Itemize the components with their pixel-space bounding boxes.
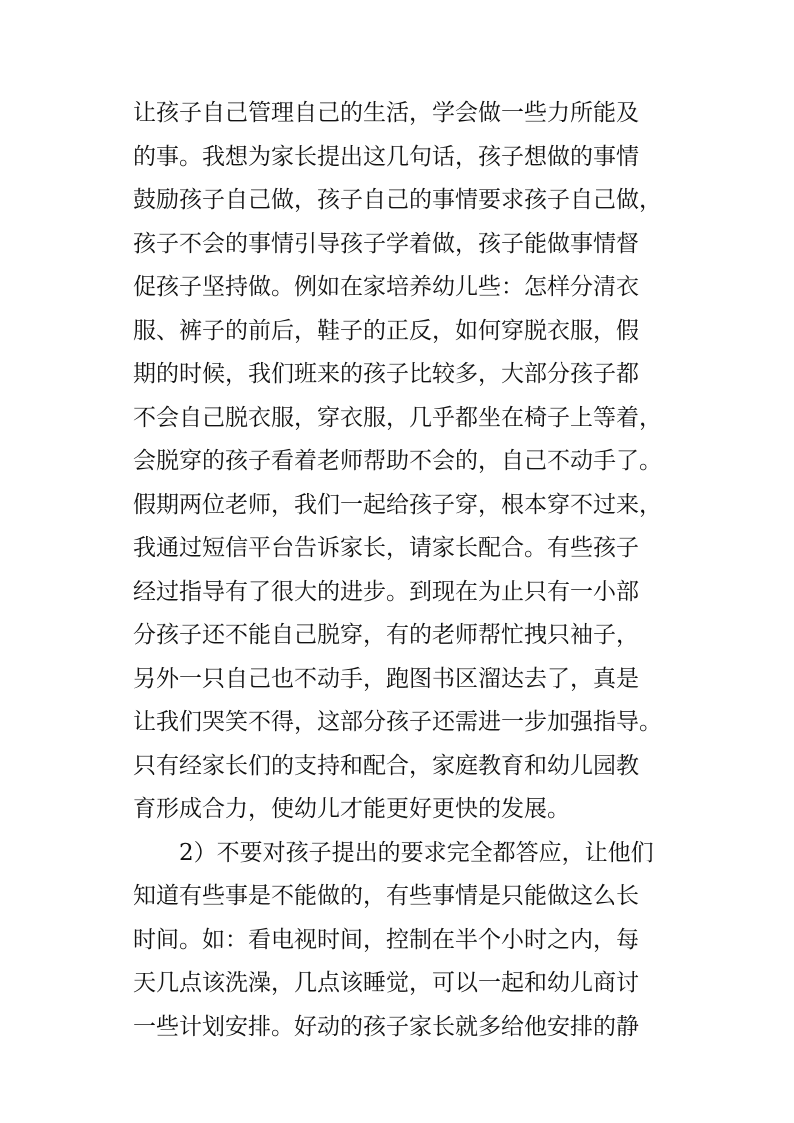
text-line-9: 会脱穿的孩子看着老师帮助不会的，自己不动手了。	[133, 448, 662, 474]
text-line-14: 另外一只自己也不动手，跑图书区溜达去了，真是	[133, 665, 639, 692]
text-line-19: 知道有些事是不能做的，有些事情是只能做这么长	[133, 883, 639, 909]
text-line-11: 我通过短信平台告诉家长，请家长配合。有些孩子	[133, 535, 639, 561]
text-line-21: 天几点该洗澡，几点该睡觉，可以一起和幼儿商讨	[133, 970, 639, 996]
text-line-18: 2）不要对孩子提出的要求完全都答应，让他们	[179, 839, 654, 866]
body-text	[133, 92, 673, 1049]
text-line-13: 分孩子还不能自己脱穿，有的老师帮忙拽只袖子，	[133, 622, 639, 648]
text-line-5: 促孩子坚持做。例如在家培养幼儿些：怎样分清衣	[133, 274, 639, 300]
text-line-2: 的事。我想为家长提出这几句话，孩子想做的事情	[133, 143, 639, 170]
text-line-7: 期的时候，我们班来的孩子比较多，大部分孩子都	[133, 361, 639, 387]
text-line-22: 一些计划安排。好动的孩子家长就多给他安排的静	[133, 1013, 639, 1040]
text-line-17: 育形成合力，使幼儿才能更好更快的发展。	[133, 796, 570, 822]
text-line-10: 假期两位老师，我们一起给孩子穿，根本穿不过来，	[133, 491, 662, 518]
text-line-1: 让孩子自己管理自己的生活，学会做一些力所能及	[133, 100, 639, 126]
text-line-20: 时间。如：看电视时间，控制在半个小时之内，每	[133, 926, 639, 953]
text-line-12: 经过指导有了很大的进步。到现在为止只有一小部	[133, 578, 639, 605]
text-line-3: 鼓励孩子自己做，孩子自己的事情要求孩子自己做，	[133, 187, 662, 213]
text-line-4: 孩子不会的事情引导孩子学着做，孩子能做事情督	[133, 230, 639, 257]
text-line-16: 只有经家长们的支持和配合，家庭教育和幼儿园教	[133, 752, 639, 779]
text-line-8: 不会自己脱衣服，穿衣服，几乎都坐在椅子上等着，	[133, 404, 662, 431]
text-line-15: 让我们哭笑不得，这部分孩子还需进一步加强指导。	[133, 709, 662, 735]
text-line-6: 服、裤子的前后，鞋子的正反，如何穿脱衣服，假	[133, 317, 639, 344]
